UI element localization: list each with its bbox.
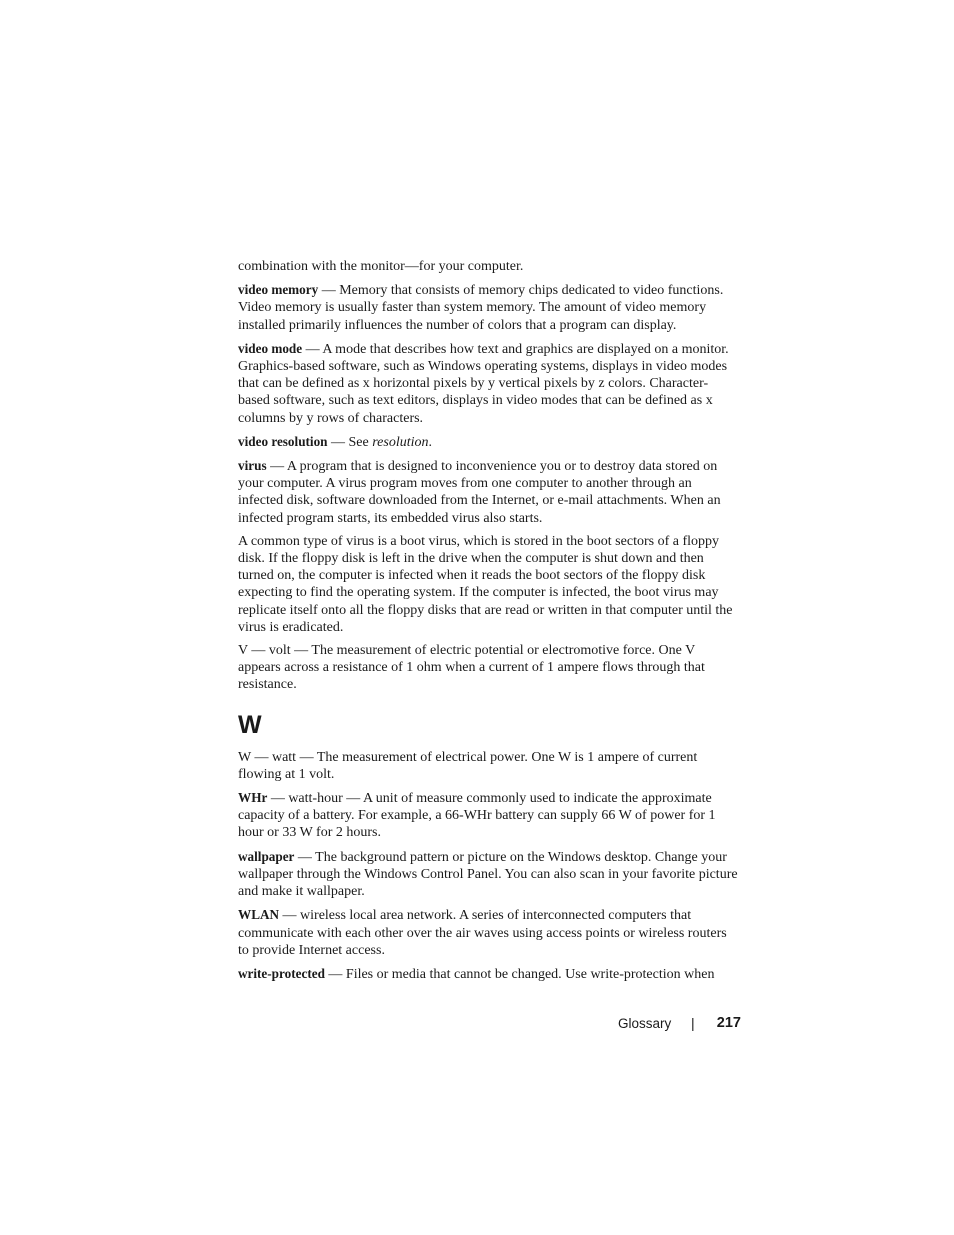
glossary-entry-whr: [238, 789, 738, 842]
entry-term: write-protected: [238, 965, 325, 981]
entry-term: WHr: [238, 790, 268, 806]
footer-section-title: Glossary: [618, 1016, 672, 1031]
entry-term: video mode: [238, 340, 303, 356]
entry-dash: —: [294, 849, 316, 865]
entry-definition: — watt-hour — A unit of measure commonly used to indicate the approximate capacity of a battery. For example, a 66-WHr battery can supply 66 W of power for 1 hour or 33 W for 2 hours.: [238, 791, 716, 841]
entry-term: virus: [238, 458, 267, 474]
entry-dash: —: [302, 341, 323, 357]
entry-definition: A mode that describes how text and graphics are displayed on a monitor. Graphics-based software, such as Windows operating systems, displays in video modes that can be defined as x horizontal pixels by y vertical pixels by z colors. Character-based software, such as text editors, displays in video modes that can be defined as x columns by y rows of characters.: [238, 341, 729, 426]
glossary-entry-watt: [238, 749, 738, 783]
glossary-entry-video-resolution: [238, 433, 738, 451]
entry-dash: —: [324, 966, 346, 982]
entry-dash: —: [279, 908, 301, 924]
entry-definition: The background pattern or picture on the Windows desktop. Change your wallpaper through the Windows Control Panel. You can also scan in your favorite picture and make it wallpaper.: [238, 849, 738, 900]
entry-period: .: [428, 434, 432, 450]
entry-term: WLAN: [238, 907, 280, 923]
virus-followup-paragraph: A common type of virus is a boot virus, which is stored in the boot sectors of a floppy disk. If the floppy disk is left in the drive when the computer is shut down and then turned on, the computer is infected when it reads the boot sectors of the floppy disk expecting to find the operating system. If the computer is infected, the boot virus may replicate itself onto all the floppy disks that are read or written in that computer until the virus is eradicated.: [238, 533, 733, 635]
glossary-entry-video-mode: [238, 340, 738, 427]
entry-term: W: [238, 749, 251, 765]
entry-definition: A program that is designed to inconvenience you or to destroy data stored on your computer. A virus program moves from one computer to another through an infected disk, software downloaded from the Internet, or e-mail attachments. When an infected program starts, its embedded virus also starts.: [238, 459, 721, 526]
glossary-entry-video-memory: [238, 281, 738, 334]
entry-definition: Files or media that cannot be changed. Use write-protection when: [345, 966, 715, 982]
entry-see: — See: [327, 434, 373, 450]
glossary-entry-write-protected: [238, 965, 738, 983]
entry-dash: —: [318, 283, 340, 299]
section-heading-w: W: [238, 710, 262, 739]
entry-term: wallpaper: [238, 848, 295, 864]
page-number: 217: [716, 1015, 741, 1031]
entry-term: video memory: [238, 282, 319, 298]
cross-reference-link[interactable]: resolution: [372, 434, 429, 450]
entry-definition: Memory that consists of memory chips dedicated to video functions. Video memory is usually faster than system memory. The amount of video memory installed primarily influences the number of colors that a program can display.: [238, 283, 724, 333]
entry-definition: — watt — The measurement of electrical power. One W is 1 ampere of current flowing at 1 volt.: [238, 749, 698, 782]
entry-definition: wireless local area network. A series of interconnected computers that communicate with each other over the air waves using access points or wireless routers to provide Internet access.: [238, 908, 727, 958]
continuation-text: combination with the monitor—for your computer.: [238, 259, 524, 274]
page-footer: [618, 1014, 741, 1034]
entry-dash: —: [266, 459, 287, 475]
glossary-entry-wallpaper: [238, 848, 738, 901]
glossary-entry-wlan: [238, 906, 738, 959]
glossary-page-body: [238, 258, 738, 989]
entry-term: V: [238, 643, 248, 659]
entry-definition: — volt — The measurement of electric potential or electromotive force. One V appears across a resistance of 1 ohm when a current of 1 ampere flows through that resistance.: [238, 643, 705, 693]
entry-term: video resolution: [238, 433, 328, 449]
glossary-entry-volt: [238, 642, 738, 694]
glossary-entry-virus: [238, 457, 738, 527]
footer-separator: |: [691, 1015, 695, 1031]
